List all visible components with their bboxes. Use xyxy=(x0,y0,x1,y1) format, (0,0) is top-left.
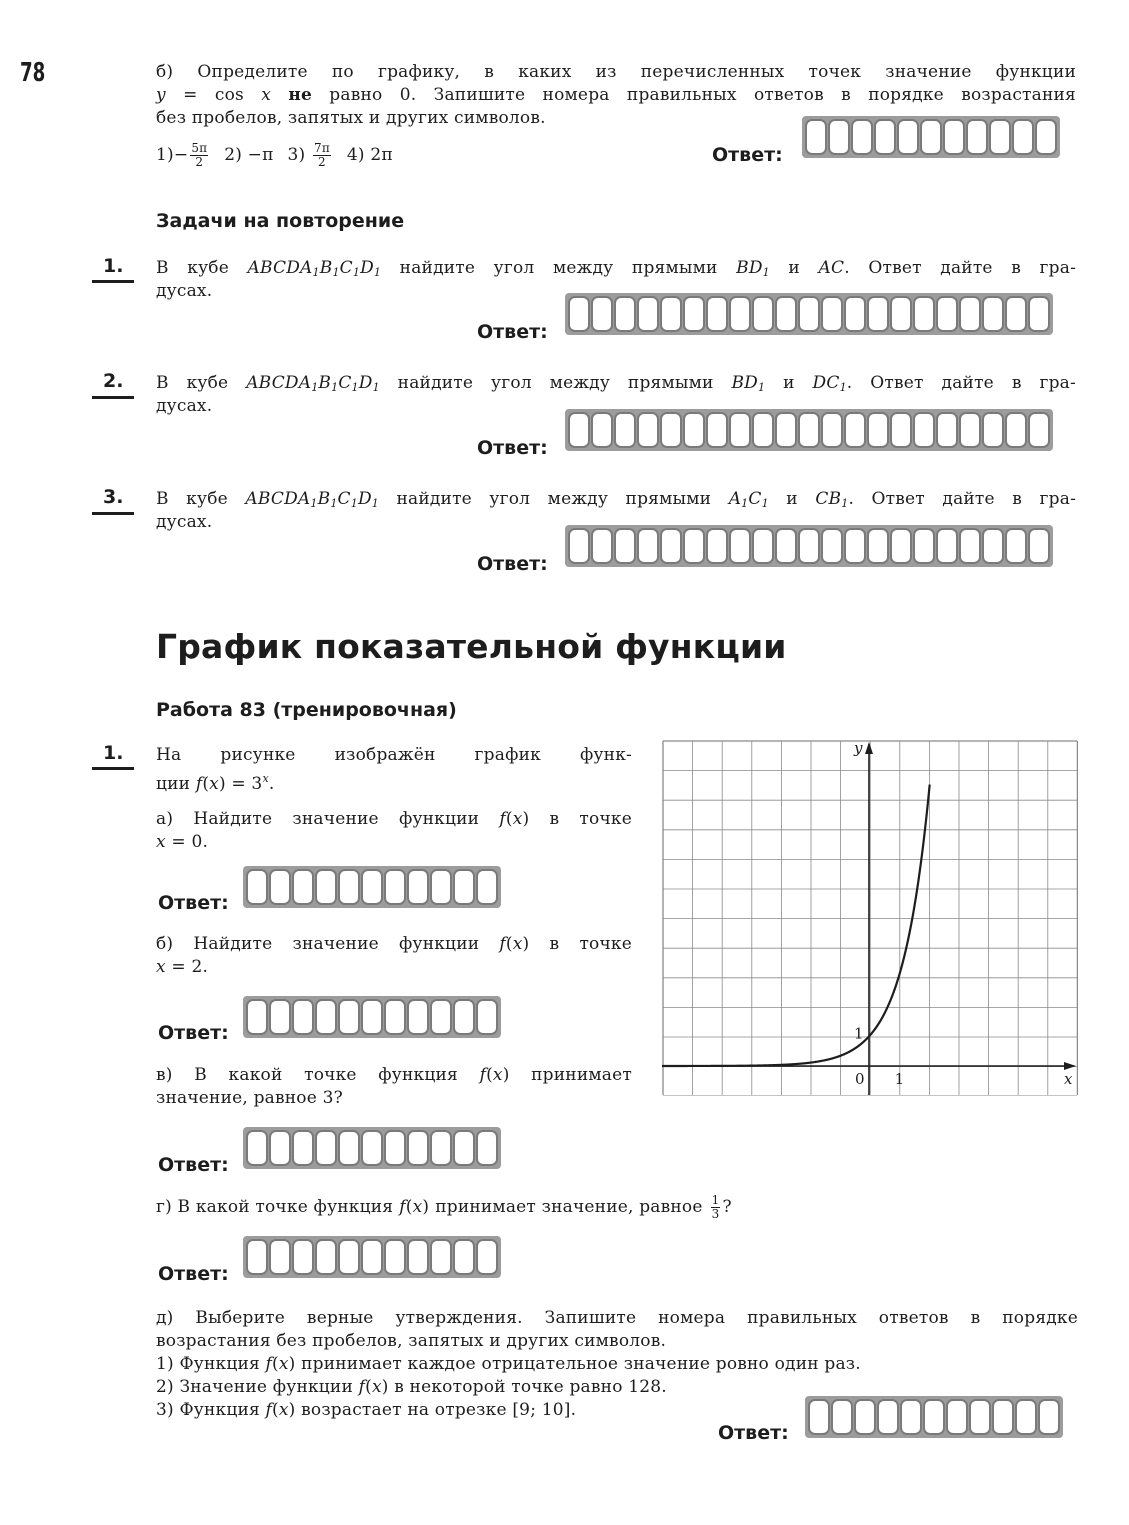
answer-cell[interactable] xyxy=(798,412,820,448)
answer-cell[interactable] xyxy=(315,869,337,905)
answer-label-g: Ответ: xyxy=(158,1263,229,1285)
answer-cell[interactable] xyxy=(867,296,889,332)
answer-cell[interactable] xyxy=(943,119,965,155)
answer-cell[interactable] xyxy=(568,296,590,332)
answer-cell[interactable] xyxy=(614,296,636,332)
answer-cell[interactable] xyxy=(614,528,636,564)
answer-cell[interactable] xyxy=(913,296,935,332)
answer-cell[interactable] xyxy=(982,412,1004,448)
top-line-3: без пробелов, запятых и других символов. xyxy=(156,108,546,128)
answer-cell[interactable] xyxy=(729,528,751,564)
answer-cell[interactable] xyxy=(1028,412,1050,448)
answer-cell[interactable] xyxy=(992,1399,1014,1435)
x-axis-arrow xyxy=(1064,1062,1076,1070)
answer-cell[interactable] xyxy=(946,1399,968,1435)
answer-cell[interactable] xyxy=(476,1239,498,1275)
review-task-2-line-2: дусах. xyxy=(156,396,213,416)
answer-cell[interactable] xyxy=(706,528,728,564)
answer-cell[interactable] xyxy=(1028,296,1050,332)
answer-cell[interactable] xyxy=(292,1130,314,1166)
answer-cell[interactable] xyxy=(877,1399,899,1435)
answer-cell[interactable] xyxy=(775,528,797,564)
tick-label-origin: 0 xyxy=(855,1070,865,1088)
answer-label-review-2: Ответ: xyxy=(477,437,548,459)
answer-cell[interactable] xyxy=(920,119,942,155)
task-1-underline xyxy=(92,767,134,770)
review-task-2-number: 2. xyxy=(103,370,124,392)
task-v-line-2: значение, равное 3? xyxy=(156,1088,343,1108)
option-2: 2) −π xyxy=(224,145,274,165)
answer-cell[interactable] xyxy=(729,296,751,332)
answer-cell[interactable] xyxy=(384,999,406,1035)
task-g-line: г) В какой точке функция f(x) принимает значение, равное $\frac{1}{3}$ ? xyxy=(156,1193,732,1221)
answer-cell[interactable] xyxy=(752,296,774,332)
review-task-1-line-2: дусах. xyxy=(156,281,213,301)
answer-cell[interactable] xyxy=(246,1239,268,1275)
answer-cell[interactable] xyxy=(591,412,613,448)
answer-label-v: Ответ: xyxy=(158,1154,229,1176)
task-a-line-2: x = 0. xyxy=(156,832,209,852)
answer-cell[interactable] xyxy=(805,119,827,155)
answer-cell[interactable] xyxy=(936,412,958,448)
answer-cell[interactable] xyxy=(430,1239,452,1275)
answer-label-b: Ответ: xyxy=(158,1022,229,1044)
review-task-3-line-2: дусах. xyxy=(156,512,213,532)
task-d-option-2: 2) Значение функции f(x) в некоторой точке равно 128. xyxy=(156,1377,667,1397)
answer-cell[interactable] xyxy=(989,119,1011,155)
answer-label-d: Ответ: xyxy=(718,1422,789,1444)
answer-cell[interactable] xyxy=(453,1239,475,1275)
answer-cell[interactable] xyxy=(1038,1399,1060,1435)
answer-cell[interactable] xyxy=(821,412,843,448)
answer-boxes-top[interactable] xyxy=(802,116,1060,158)
answer-boxes-review-3[interactable] xyxy=(565,525,1053,567)
answer-cell[interactable] xyxy=(798,296,820,332)
section-title: График показательной функции xyxy=(156,627,787,666)
top-line-2-post: равно 0. Запишите номера правильных ответов в порядке возрастания xyxy=(329,85,1076,105)
answer-cell[interactable] xyxy=(660,412,682,448)
answer-cell[interactable] xyxy=(1005,296,1027,332)
answer-cell[interactable] xyxy=(729,412,751,448)
y-axis-label: y xyxy=(854,740,863,757)
answer-boxes-b[interactable] xyxy=(243,996,501,1038)
answer-cell[interactable] xyxy=(637,296,659,332)
answer-cell[interactable] xyxy=(706,412,728,448)
answer-cell[interactable] xyxy=(384,869,406,905)
answer-cell[interactable] xyxy=(683,412,705,448)
answer-label-top: Ответ: xyxy=(712,144,783,166)
answer-cell[interactable] xyxy=(821,528,843,564)
answer-cell[interactable] xyxy=(775,412,797,448)
answer-cell[interactable] xyxy=(1028,528,1050,564)
answer-cell[interactable] xyxy=(269,869,291,905)
answer-cell[interactable] xyxy=(867,528,889,564)
review-task-1-number: 1. xyxy=(103,255,124,277)
answer-cell[interactable] xyxy=(407,999,429,1035)
answer-cell[interactable] xyxy=(246,999,268,1035)
answer-cell[interactable] xyxy=(338,1239,360,1275)
page-number: 78 xyxy=(20,58,46,88)
task-d-line-1: д) Выберите верные утверждения. Запишите номера правильных ответов в порядке xyxy=(156,1308,1078,1328)
answer-boxes-v[interactable] xyxy=(243,1127,501,1169)
answer-cell[interactable] xyxy=(591,528,613,564)
answer-label-review-1: Ответ: xyxy=(477,321,548,343)
review-task-3-line-1: В кубе $ABCDA_1B_1C_1D_1$ найдите угол между прямыми $A_1C_1$ и $CB_1$. Ответ дайте в гра- xyxy=(156,489,1077,510)
answer-cell[interactable] xyxy=(292,1239,314,1275)
task-intro-line-2: ции $f(x) = 3^x$. xyxy=(156,772,275,794)
answer-cell[interactable] xyxy=(637,412,659,448)
var-y: y xyxy=(156,85,166,105)
review-heading: Задачи на повторение xyxy=(156,210,405,232)
answer-cell[interactable] xyxy=(361,869,383,905)
answer-cell[interactable] xyxy=(867,412,889,448)
answer-cell[interactable] xyxy=(568,528,590,564)
answer-cell[interactable] xyxy=(361,999,383,1035)
top-line-2 xyxy=(156,84,1076,107)
answer-cell[interactable] xyxy=(338,1130,360,1166)
answer-cell[interactable] xyxy=(900,1399,922,1435)
answer-cell[interactable] xyxy=(476,1130,498,1166)
answer-cell[interactable] xyxy=(614,412,636,448)
answer-boxes-d[interactable] xyxy=(805,1396,1063,1438)
answer-cell[interactable] xyxy=(407,1130,429,1166)
answer-cell[interactable] xyxy=(338,869,360,905)
answer-cell[interactable] xyxy=(775,296,797,332)
answer-cell[interactable] xyxy=(821,296,843,332)
answer-cell[interactable] xyxy=(568,412,590,448)
answer-cell[interactable] xyxy=(936,528,958,564)
review-task-1-underline xyxy=(92,280,134,283)
answer-cell[interactable] xyxy=(844,412,866,448)
option-1: 1)− $\frac{5\pi}{2}$ xyxy=(156,141,208,169)
answer-cell[interactable] xyxy=(269,999,291,1035)
answer-cell[interactable] xyxy=(384,1239,406,1275)
answer-cell[interactable] xyxy=(966,119,988,155)
answer-cell[interactable] xyxy=(407,1239,429,1275)
answer-cell[interactable] xyxy=(752,528,774,564)
answer-cell[interactable] xyxy=(361,1130,383,1166)
task-a-line-1: а) Найдите значение функции f(x) в точке xyxy=(156,809,632,829)
work-title: Работа 83 (тренировочная) xyxy=(156,699,457,721)
answer-cell[interactable] xyxy=(476,869,498,905)
answer-cell[interactable] xyxy=(660,296,682,332)
answer-cell[interactable] xyxy=(315,1130,337,1166)
top-line-2-pre: = cos xyxy=(183,85,244,105)
answer-cell[interactable] xyxy=(752,412,774,448)
answer-cell[interactable] xyxy=(798,528,820,564)
answer-cell[interactable] xyxy=(923,1399,945,1435)
answer-cell[interactable] xyxy=(683,528,705,564)
answer-cell[interactable] xyxy=(453,869,475,905)
review-task-3-number: 3. xyxy=(103,486,124,508)
task-d-option-1: 1) Функция f(x) принимает каждое отрицательное значение ровно один раз. xyxy=(156,1354,861,1374)
answer-cell[interactable] xyxy=(890,412,912,448)
answer-cell[interactable] xyxy=(936,296,958,332)
answer-cell[interactable] xyxy=(844,528,866,564)
task-d-option-3: 3) Функция f(x) возрастает на отрезке [9; 10]. xyxy=(156,1400,577,1420)
answer-cell[interactable] xyxy=(831,1399,853,1435)
answer-cell[interactable] xyxy=(315,999,337,1035)
answer-label-a: Ответ: xyxy=(158,892,229,914)
answer-cell[interactable] xyxy=(982,296,1004,332)
graph-grid xyxy=(663,741,1077,1096)
answer-cell[interactable] xyxy=(959,528,981,564)
answer-cell[interactable] xyxy=(407,869,429,905)
answer-cell[interactable] xyxy=(1015,1399,1037,1435)
answer-cell[interactable] xyxy=(706,296,728,332)
review-task-2-line-1: В кубе $ABCDA_1B_1C_1D_1$ найдите угол между прямыми $BD_1$ и $DC_1$. Ответ дайте в гра- xyxy=(156,373,1076,394)
answer-cell[interactable] xyxy=(292,999,314,1035)
top-line-1: б) Определите по графику, в каких из перечисленных точек значение функции xyxy=(156,62,1076,82)
answer-boxes-g[interactable] xyxy=(243,1236,501,1278)
answer-cell[interactable] xyxy=(591,296,613,332)
answer-cell[interactable] xyxy=(1012,119,1034,155)
answer-cell[interactable] xyxy=(808,1399,830,1435)
answer-cell[interactable] xyxy=(683,296,705,332)
answer-cell[interactable] xyxy=(828,119,850,155)
tick-label-x-1: 1 xyxy=(894,1070,905,1088)
review-task-3-underline xyxy=(92,512,134,515)
answer-cell[interactable] xyxy=(851,119,873,155)
answer-cell[interactable] xyxy=(269,1239,291,1275)
task-b-line-1: б) Найдите значение функции f(x) в точке xyxy=(156,934,633,954)
answer-cell[interactable] xyxy=(269,1130,291,1166)
answer-cell[interactable] xyxy=(637,528,659,564)
task-v-line-1: в) В какой точке функция f(x) принимает xyxy=(156,1065,632,1085)
answer-cell[interactable] xyxy=(890,296,912,332)
answer-cell[interactable] xyxy=(959,296,981,332)
answer-cell[interactable] xyxy=(982,528,1004,564)
answer-cell[interactable] xyxy=(338,999,360,1035)
exponential-graph xyxy=(662,740,1078,1096)
tick-label-y-1: 1 xyxy=(854,1024,864,1043)
task-d-line-2: возрастания без пробелов, запятых и других символов. xyxy=(156,1331,667,1351)
answer-cell[interactable] xyxy=(453,999,475,1035)
answer-cell[interactable] xyxy=(246,869,268,905)
top-line-2-bold: не xyxy=(288,85,312,105)
x-axis-label: x xyxy=(1064,1070,1073,1088)
answer-cell[interactable] xyxy=(660,528,682,564)
task-intro-line-1: На рисунке изображён график функ- xyxy=(156,745,632,765)
answer-cell[interactable] xyxy=(959,412,981,448)
option-3: 3) $\frac{7\pi}{2}$ xyxy=(287,141,330,169)
answer-cell[interactable] xyxy=(1035,119,1057,155)
top-options xyxy=(156,142,556,169)
answer-cell[interactable] xyxy=(854,1399,876,1435)
answer-cell[interactable] xyxy=(844,296,866,332)
answer-cell[interactable] xyxy=(361,1239,383,1275)
answer-cell[interactable] xyxy=(453,1130,475,1166)
answer-label-review-3: Ответ: xyxy=(477,553,548,575)
answer-cell[interactable] xyxy=(292,869,314,905)
var-x: x xyxy=(261,85,272,105)
answer-cell[interactable] xyxy=(913,528,935,564)
answer-cell[interactable] xyxy=(384,1130,406,1166)
review-task-1-line-1: В кубе $ABCDA_1B_1C_1D_1$ найдите угол между прямыми $BD_1$ и AC. Ответ дайте в гра- xyxy=(156,258,1077,279)
answer-boxes-a[interactable] xyxy=(243,866,501,908)
answer-cell[interactable] xyxy=(476,999,498,1035)
answer-cell[interactable] xyxy=(890,528,912,564)
answer-cell[interactable] xyxy=(969,1399,991,1435)
answer-cell[interactable] xyxy=(246,1130,268,1166)
answer-cell[interactable] xyxy=(897,119,919,155)
y-axis-arrow xyxy=(865,742,873,754)
answer-cell[interactable] xyxy=(430,869,452,905)
answer-cell[interactable] xyxy=(430,1130,452,1166)
answer-cell[interactable] xyxy=(315,1239,337,1275)
function-curve xyxy=(662,785,930,1066)
task-b-line-2: x = 2. xyxy=(156,957,209,977)
answer-cell[interactable] xyxy=(874,119,896,155)
answer-cell[interactable] xyxy=(430,999,452,1035)
answer-boxes-review-1[interactable] xyxy=(565,293,1053,335)
answer-boxes-review-2[interactable] xyxy=(565,409,1053,451)
answer-cell[interactable] xyxy=(1005,528,1027,564)
answer-cell[interactable] xyxy=(913,412,935,448)
task-1-number: 1. xyxy=(103,742,124,764)
option-4: 4) 2π xyxy=(346,145,393,165)
review-task-2-underline xyxy=(92,396,134,399)
answer-cell[interactable] xyxy=(1005,412,1027,448)
